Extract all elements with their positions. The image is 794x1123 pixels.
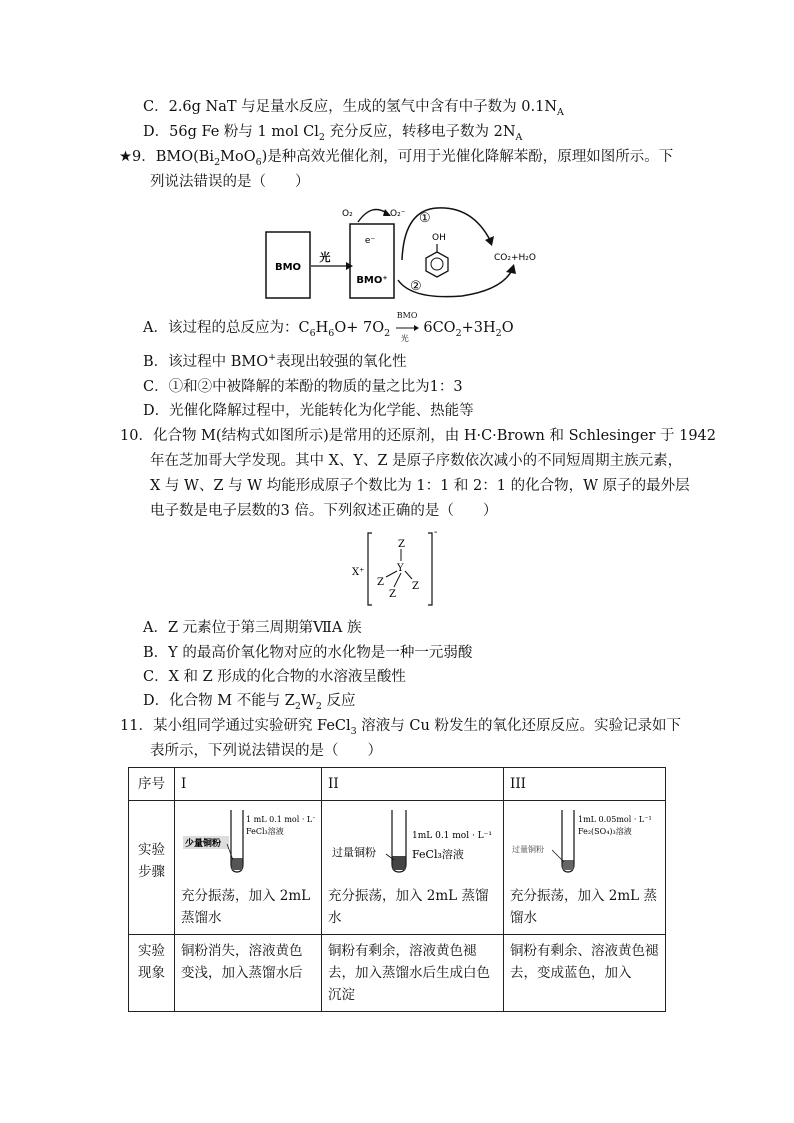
arrow-top-label: BMO [396, 311, 418, 320]
tube2-label-bottom: FeCl₃溶液 [412, 848, 464, 861]
tube-diagram-2 [328, 806, 498, 878]
z-bottom: Z [389, 589, 396, 600]
oh-label: OH [432, 233, 446, 243]
q11-stem-line1: 11．某小组同学通过实验研究 FeCl$_3$ 溶液与 Cu 粉发生的氧化还原反应。实验记录如下 [120, 718, 681, 737]
tube2-powder-label: 过量铜粉 [332, 846, 376, 859]
phenomenon-cell: 铜粉有剩余，溶液黄色褪去，加入蒸馏水后生成白色沉淀 [322, 935, 504, 1012]
phenomenon-cell: 铜粉有剩余、溶液黄色褪去，变成蓝色，加入 [504, 935, 666, 1012]
q9-stem-line2: 列说法错误的是（ ） [150, 174, 310, 190]
benzene-ring [426, 252, 448, 277]
z-right: Z [412, 581, 419, 592]
tube1-powder-label: 少量铜粉 [185, 839, 222, 849]
step-cell [322, 801, 504, 935]
q9-stem-line1: ★9．$BMO(Bi_2MoO_6)$是种高效光催化剂，可用于光催化降解苯酚，原理如图所示。下 [119, 149, 674, 168]
tube3-label-bottom: Fe₂(SO₄)₃溶液 [578, 827, 632, 836]
z-left: Z [377, 577, 384, 588]
q10-stem-line4: 电子数是电子层数的3 倍。下列叙述正确的是（ ） [150, 503, 498, 519]
step-cell [175, 801, 322, 935]
table-row-phenomena [129, 935, 666, 1012]
catalyst-arrow [395, 311, 419, 343]
row-label: 实验 步骤 [129, 801, 175, 935]
header-cell: III [504, 768, 666, 801]
tube-diagram-1 [181, 806, 315, 878]
tube-diagram-3 [510, 806, 660, 878]
header-cell: 序号 [129, 768, 175, 801]
q10-option-b: B．Y 的最高价氧化物对应的水化物是一种一元弱酸 [143, 645, 473, 661]
z-top: Z [398, 539, 405, 550]
tube3-powder-label: 过量铜粉 [512, 845, 544, 854]
phenomenon-cell: 铜粉消失，溶液黄色变浅，加入蒸馏水后 [175, 935, 322, 1012]
q9-option-a [143, 311, 514, 343]
table-header-row [129, 768, 666, 801]
bmo-label: BMO [274, 262, 302, 273]
photocatalysis-diagram [262, 200, 552, 306]
q8-option-d: D．56g Fe 粉与 1 mol $Cl_2$ 充分反应，转移电子数为 $2N_A$ [143, 124, 523, 143]
y-center: Y [397, 563, 404, 574]
q10-stem-line2: 年在芝加哥大学发现。其中 X、Y、Z 是原子序数依次减小的不同短周期主族元素， [150, 453, 683, 469]
anion-charge: - [434, 527, 438, 538]
arrow-bottom-label: 光 [400, 334, 409, 343]
o2-label: O₂ [342, 209, 353, 219]
tube3-label-top: 1mL 0.05mol · L⁻¹ [578, 815, 652, 824]
compound-m-structure [350, 525, 450, 611]
row-label: 实验 现象 [129, 935, 175, 1012]
q10-stem-line3: X 与 W、Z 与 W 均能形成原子个数比为 1：1 和 2：1 的化合物，W 原子的最外层 [150, 478, 690, 494]
header-cell: I [175, 768, 322, 801]
x-cation: X⁺ [352, 567, 365, 578]
q9-option-a-suffix: $6CO_2+3H_2O$ [423, 320, 514, 339]
tube1-label-bottom: FeCl₃溶液 [246, 827, 284, 836]
tube2-label-top: 1mL 0.1 mol · L⁻¹ [412, 831, 493, 841]
q10-stem-line1: 10．化合物 M(结构式如图所示)是常用的还原剂，由 H·C·Brown 和 Schlesinger 于 1942 [120, 428, 717, 444]
step-text: 充分振荡，加入 2mL 蒸馏水 [510, 888, 657, 926]
q9-option-b: B．该过程中 BMO+表现出较强的氧化性 [143, 352, 407, 370]
q10-option-c: C．X 和 Z 形成的化合物的水溶液呈酸性 [143, 669, 406, 685]
bmo-plus-label: BMO⁺ [356, 275, 388, 286]
experiment-table [128, 767, 666, 1012]
step-cell [504, 801, 666, 935]
tube1-label-top: 1 mL 0.1 mol · L⁻¹ [246, 815, 315, 824]
circle-one: ① [419, 211, 431, 226]
header-cell: II [322, 768, 504, 801]
q11-stem-line2: 表所示，下列说法错误的是（ ） [150, 743, 382, 759]
o2-minus-label: O₂⁻ [390, 209, 406, 219]
electron-label: e⁻ [364, 236, 376, 246]
table-row-steps [129, 801, 666, 935]
q9-option-a-prefix: A．该过程的总反应为：$C_6H_6O+ 7O_2$ [143, 320, 391, 339]
q10-option-d: D．化合物 M 不能与 $Z_2W_2$ 反应 [143, 693, 356, 712]
light-label: 光 [319, 251, 331, 264]
step-text: 充分振荡，加入 2mL 蒸馏水 [328, 888, 489, 926]
circle-two: ② [410, 279, 422, 294]
q8-option-c: C．2.6g NaT 与足量水反应，生成的氢气中含有中子数为 $0.1N_A$ [143, 99, 564, 118]
q9-option-c: C．①和②中被降解的苯酚的物质的量之比为1：3 [143, 379, 463, 395]
product-label: CO₂+H₂O [494, 253, 536, 263]
step-text: 充分振荡，加入 2mL 蒸馏水 [181, 888, 311, 926]
q9-option-d: D．光催化降解过程中，光能转化为化学能、热能等 [143, 403, 474, 419]
q10-option-a: A．Z 元素位于第三周期第ⅦA 族 [143, 620, 362, 636]
